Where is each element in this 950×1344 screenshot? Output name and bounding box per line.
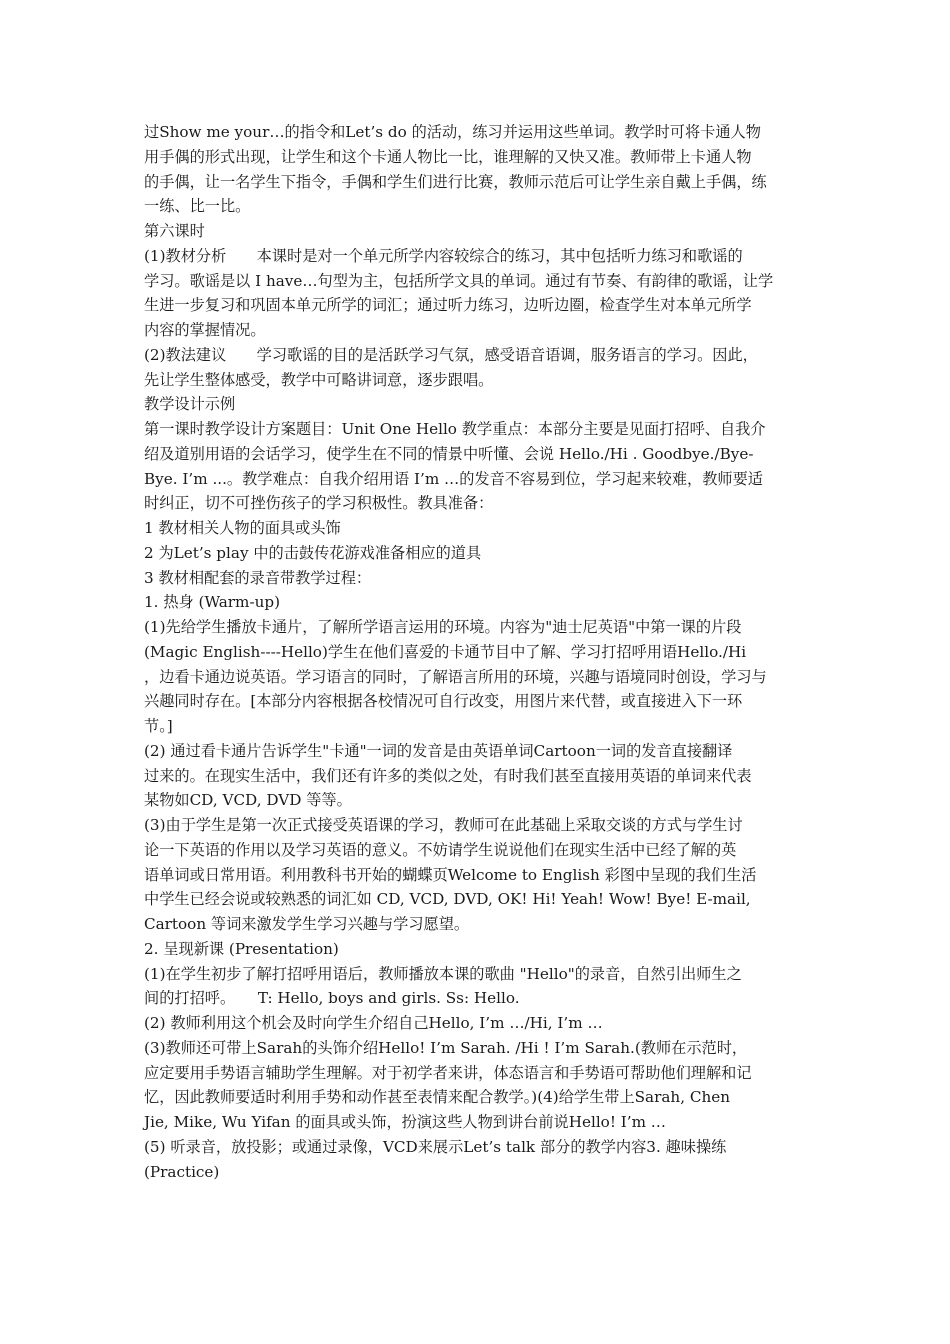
text-line: 第一课时教学设计方案题目：Unit One Hello 教学重点：本部分主要是见面打招呼、自我介 (144, 420, 766, 438)
text-line: (1)先给学生播放卡通片，了解所学语言运用的环境。内容为"迪士尼英语"中第一课的片段 (144, 618, 742, 636)
text-line: ，边看卡通边说英语。学习语言的同时，了解语言所用的环境，兴趣与语境同时创设，学习与 (144, 667, 767, 686)
text-line: 2 为Let’s play 中的击鼓传花游戏准备相应的道具 (144, 543, 482, 562)
text-line: 内容的掌握情况。 (144, 321, 266, 339)
text-line: 第六课时 (144, 222, 205, 240)
document-body (144, 120, 812, 1184)
text-line: 的手偶，让一名学生下指令，手偶和学生们进行比赛，教师示范后可让学生亲自戴上手偶，练 (144, 172, 767, 191)
text-line: (Practice) (144, 1162, 220, 1181)
text-line: 1. 热身 (Warm-up) (144, 593, 281, 612)
text-line: 忆，因此教师要适时利用手势和动作甚至表情来配合教学。)(4)给学生带上Sarah, Chen (144, 1088, 731, 1107)
text-line: 应定要用手势语言辅助学生理解。对于初学者来讲，体态语言和手势语可帮助他们理解和记 (144, 1063, 752, 1082)
text-line: (2)教法建议 学习歌谣的目的是活跃学习气氛，感受语音语调，服务语言的学习。因此， (144, 345, 758, 364)
text-line: 兴趣同时存在。[本部分内容根据各校情况可自行改变，用图片来代替，或直接进入下一环 (144, 692, 743, 711)
text-line: Jie, Mike, Wu Yifan 的面具或头饰，扮演这些人物到讲台前说Hello! I’m … (144, 1113, 666, 1131)
text-line: 生进一步复习和巩固本单元所学的词汇；通过听力练习，边听边圈，检查学生对本单元所学 (144, 296, 752, 315)
text-line: 节。] (144, 717, 173, 735)
text-line: 一练、比一比。 (144, 197, 251, 216)
text-line: Bye. I’m ...。教学难点：自我介绍用语 I’m …的发音不容易到位，学习起来较难，教师要适 (144, 469, 763, 488)
text-line: 语单词或日常用语。利用教科书开始的蝴蝶页Welcome to English 彩图中呈现的我们生活 (144, 865, 757, 884)
text-line: (5) 听录音，放投影；或通过录像，VCD来展示Let’s talk 部分的教学内容3. 趣味操练 (144, 1137, 727, 1156)
text-line: 2. 呈现新课 (Presentation) (144, 939, 339, 958)
text-line: 某物如CD, VCD, DVD 等等。 (144, 791, 352, 810)
text-line: 先让学生整体感受，教学中可略讲词意，逐步跟唱。 (144, 370, 494, 389)
text-line: 时纠正，切不可挫伤孩子的学习积极性。教具准备： (144, 494, 494, 513)
text-line: 绍及道别用语的会话学习，使学生在不同的情景中听懂、会说 Hello./Hi . Goodbye./Bye- (144, 444, 754, 463)
text-line: (Magic English----Hello)学生在他们喜爱的卡通节目中了解、学习打招呼用语Hello./Hi (144, 642, 747, 661)
text-line: 过Show me your…的指令和Let’s do 的活动，练习并运用这些单词。教学时可将卡通人物 (144, 123, 761, 141)
text-line: (2) 通过看卡通片告诉学生"卡通"一词的发音是由英语单词Cartoon一词的发音直接翻译 (144, 741, 733, 760)
text-line: 中学生已经会说或较熟悉的词汇如 CD, VCD, DVD, OK! Hi! Yeah! Wow! Bye! E-mail, (144, 890, 751, 909)
text-line: 论一下英语的作用以及学习英语的意义。不妨请学生说说他们在现实生活中已经了解的英 (144, 840, 737, 859)
text-line: 用手偶的形式出现，让学生和这个卡通人物比一比，谁理解的又快又准。教师带上卡通人物 (144, 147, 752, 166)
text-line: Cartoon 等词来激发学生学习兴趣与学习愿望。 (144, 915, 470, 933)
text-line: 1 教材相关人物的面具或头饰 (144, 519, 341, 537)
text-line: 教学设计示例 (144, 395, 236, 414)
text-line: 过来的。在现实生活中，我们还有许多的类似之处，有时我们甚至直接用英语的单词来代表 (144, 766, 752, 785)
text-line: 学习。歌谣是以 I have…句型为主，包括所学文具的单词。通过有节奏、有韵律的歌谣，让学 (144, 271, 774, 290)
text-line: 间的打招呼。 T: Hello, boys and girls. Ss: Hello. (144, 989, 520, 1008)
text-line: (1)在学生初步了解打招呼用语后，教师播放本课的歌曲 "Hello"的录音，自然引出师生之 (144, 964, 742, 983)
text-line: (3)由于学生是第一次正式接受英语课的学习，教师可在此基础上采取交谈的方式与学生讨 (144, 816, 743, 834)
text-line: (1)教材分析 本课时是对一个单元所学内容较综合的练习，其中包括听力练习和歌谣的 (144, 246, 743, 265)
text-line: 3 教材相配套的录音带教学过程： (144, 568, 372, 587)
text-line: (2) 教师利用这个机会及时向学生介绍自己Hello, I’m …/Hi, I’m … (144, 1014, 603, 1032)
text-line: (3)教师还可带上Sarah的头饰介绍Hello! I’m Sarah. /Hi ! I’m Sarah.(教师在示范时， (144, 1038, 748, 1057)
